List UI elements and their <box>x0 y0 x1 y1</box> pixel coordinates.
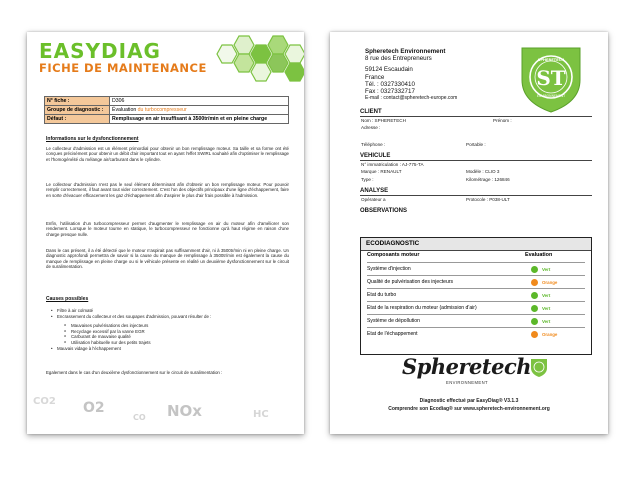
signature-subtitle: ENVIRONNEMENT <box>446 380 488 385</box>
client-section-title: CLIENT <box>360 108 592 117</box>
maintenance-sheet-page <box>27 32 304 434</box>
badge-letters: ST <box>536 66 566 90</box>
status-dot-icon <box>531 318 538 325</box>
info-paragraph: Enfin, l'utilisation d'un turbocompresseur permet d'augmenter le remplissage en air du moteur afin d'améliorer son rendement. Lorsque le moteur tourne en statique, le turbocompresseur ne fonctionne qu'à haut régime en raison d'une charge presque nulle. <box>46 221 289 237</box>
eco-row-status: Vert <box>542 306 551 311</box>
eco-row-status: Orange <box>542 332 558 337</box>
vehicle-modele: Modèle : CLIO 3 <box>466 169 500 174</box>
table-value <box>110 106 289 115</box>
logo-brand: EASYDIAG <box>39 39 161 63</box>
status-dot-icon <box>531 279 538 286</box>
list-item: o Carburant de mauvaise qualité <box>57 334 287 340</box>
gas-label: CO <box>133 413 146 422</box>
badge-bottom-text: ENVIRONNEMENT <box>536 94 566 98</box>
footer-website: Comprendre son Ecodiag® sur www.spheretech-environnement.org <box>388 406 550 412</box>
list-item: o Utilisation habituelle sur des petits trajets <box>57 340 287 346</box>
gas-label: CO2 <box>33 396 56 407</box>
eco-row <box>367 301 585 315</box>
causes-list <box>57 308 287 351</box>
list-item: o Mauvaises pulvérisations des injecteurs <box>57 323 287 329</box>
analysis-protocol: Protocole : P038-ULT <box>466 197 510 202</box>
hexagon-pattern-icon <box>209 32 304 92</box>
eco-row <box>367 288 585 302</box>
defect-text: Remplissage en air insuffisant à 3500tr/min et en pleine charge <box>112 116 268 122</box>
info-paragraph: Dans le cas présent, il a été détecté que le moteur n'aspirait pas suffisamment d'air, ni à 3500tr/min ni en pleine charge. Un diagnostic approfondi permettra de savoir si la cause du manque de remplissage à 3500tr/min est également la cause du manque de remplissage en pleine charge ou si le véhicule présente en réalité un deuxième dysfonctionnement sur le circuit de suralimentation. <box>46 248 289 270</box>
spheretech-shield-icon <box>518 44 584 114</box>
analysis-operator: Opérateur a <box>361 197 386 202</box>
list-item: • Encrassement du collecteur et des soupapes d'admission, pouvant résulter de : <box>57 314 287 320</box>
client-prenom: Prénom : <box>493 118 512 123</box>
vehicle-immat: N° immatriculation : AJ-775-TA <box>361 162 424 167</box>
ecodiagnostic-title: ECODIAGNOSTIC <box>361 238 591 251</box>
eco-row <box>367 314 585 328</box>
status-dot-icon <box>531 331 538 338</box>
vehicle-km: Kilométrage : 126846 <box>466 177 510 182</box>
table-row <box>45 115 289 124</box>
eco-row-status: Vert <box>542 267 551 272</box>
badge-top-text: SPHERETECH <box>537 58 565 62</box>
vehicle-section-title: VEHICULE <box>360 152 592 161</box>
status-dot-icon <box>531 266 538 273</box>
info-paragraph: Le collecteur d'admission n'est pas le seul élément déterminant afin d'obtenir un bon remplissage moteur. Pour pouvoir remplir correctement, il faut avant tout vider correctement. C'est l'un des objectifs principaux d'une ligne d'échappement, faire en sorte d'évacuer efficacement les gaz d'échappement afin d'aspirer le plus d'air frais possible à l'admission. <box>46 182 289 198</box>
group-highlight: du turbocompresseur <box>137 107 187 113</box>
company-country: France <box>365 73 385 81</box>
logo-subtitle: FICHE DE MAINTENANCE <box>39 61 207 75</box>
company-block <box>365 48 457 102</box>
eco-row-label: Système de dépollution <box>367 318 420 324</box>
eco-row <box>367 327 585 341</box>
company-fax: Fax : 0327332717 <box>365 88 415 96</box>
footer-version: Diagnostic effectué par EasyDiag® V3.1.3 <box>419 398 519 404</box>
client-nom: Nom : SPHERETECH <box>361 118 406 123</box>
observations-title: OBSERVATIONS <box>360 208 408 214</box>
table-key: Groupe de diagnostic : <box>45 106 110 115</box>
eco-row-label: Etat de la respiration du moteur (admission d'air) <box>367 305 477 311</box>
eco-row <box>367 262 585 276</box>
vehicle-marque: Marque : RENAULT <box>361 169 402 174</box>
analysis-section-title: ANALYSE <box>360 187 592 196</box>
column-header-evaluation: Evaluation <box>525 252 553 258</box>
table-key: Défaut : <box>45 115 110 124</box>
eco-row-label: Etat du turbo <box>367 292 397 298</box>
eco-row <box>367 275 585 289</box>
diagnostic-report-page <box>330 32 608 434</box>
list-item: • Filtre à air colmaté <box>57 308 287 314</box>
info-section-title: Informations sur le dysfonctionnement <box>46 136 139 142</box>
ecodiagnostic-box <box>360 237 592 355</box>
eco-row-status: Vert <box>542 319 551 324</box>
gas-label: O2 <box>83 400 105 416</box>
company-tel: Tél. : 0327330410 <box>365 80 415 88</box>
eco-row-label: Système d'injection <box>367 266 411 272</box>
client-telephone: Téléphone : <box>361 142 386 147</box>
sheet-info-table <box>44 96 289 124</box>
fiche-number: D306 <box>112 98 125 104</box>
eco-row-status: Vert <box>542 293 551 298</box>
vehicle-type: Type : <box>361 177 374 182</box>
table-row <box>45 97 289 106</box>
eco-row-status: Orange <box>542 280 558 285</box>
table-row <box>45 106 289 115</box>
gas-label: HC <box>253 409 269 420</box>
column-header-components: Composants moteur <box>367 252 420 258</box>
list-item: • Mauvais vidage à l'échappement <box>57 346 287 352</box>
signature-script: Spheretech <box>402 354 532 379</box>
group-prefix: Évaluation <box>112 107 138 113</box>
company-city: 59124 Escaudain <box>365 66 413 74</box>
table-value <box>110 97 289 106</box>
client-portable: Portable : <box>466 142 486 147</box>
causes-section-title: Causes possibles <box>46 296 89 302</box>
info-paragraph: Le collecteur d'admission est un élément primordial pour obtenir un bon remplissage moteur. Sa taille et sa forme ont été conçues précisément pour obtenir un débit d'air important tout en ayant l'effet SWIRL souhaité afin d'optimiser le remplissage et l'homogénéité du mélange air/carburant dans le cylindre. <box>46 146 289 162</box>
small-shield-icon <box>530 358 548 378</box>
company-name: Spheretech Environnement <box>365 48 446 55</box>
eco-row-label: Etat de l'échappement <box>367 331 418 337</box>
eco-row-label: Qualité de pulvérisation des injecteurs <box>367 279 454 285</box>
status-dot-icon <box>531 292 538 299</box>
client-adresse: Adresse : <box>361 125 381 130</box>
spheretech-logo <box>402 354 532 385</box>
status-dot-icon <box>531 305 538 312</box>
company-email: E-mail : contact@spheretech-europe.com <box>365 95 458 102</box>
closing-text: Egalement dans le cas d'un deuxième dysfonctionnement sur le circuit de suralimentation : <box>46 370 223 375</box>
company-address: 8 rue des Entrepreneurs <box>365 55 432 63</box>
easydiag-logo <box>39 41 207 75</box>
gas-label: NOx <box>167 402 202 420</box>
list-item: o Recyclage excessif par la vanne EGR <box>57 329 287 335</box>
table-key: N° fiche : <box>45 97 110 106</box>
table-value <box>110 115 289 124</box>
